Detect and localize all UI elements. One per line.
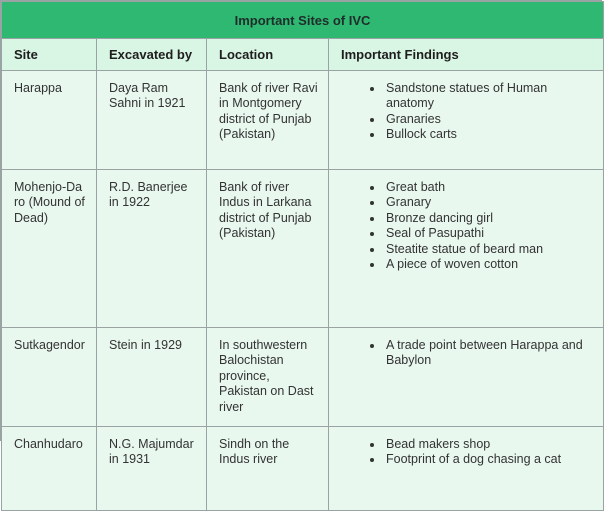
finding-item: • Bronze dancing girl	[384, 211, 593, 226]
cell-excavated-by: Stein in 1929	[97, 328, 207, 427]
cell-excavated-by: N.G. Majumdar in 1931	[97, 427, 207, 511]
findings-list	[341, 180, 593, 272]
table-row	[2, 170, 604, 328]
cell-site: Sutkagendor	[2, 328, 97, 427]
ivc-sites-table	[1, 1, 604, 511]
finding-item: • Seal of Pasupathi	[384, 226, 593, 241]
finding-item: • Sandstone statues of Human anatomy	[384, 81, 593, 112]
cell-findings	[329, 328, 604, 427]
table-title: Important Sites of IVC	[2, 2, 604, 39]
cell-excavated-by: Daya Ram Sahni in 1921	[97, 71, 207, 170]
finding-item: • Steatite statue of beard man	[384, 242, 593, 257]
finding-item: • Great bath	[384, 180, 593, 195]
finding-item: • Granaries	[384, 112, 593, 127]
cell-findings	[329, 427, 604, 511]
cell-site: Chanhudaro	[2, 427, 97, 511]
finding-item: • A trade point between Harappa and Babylon	[384, 338, 593, 369]
cell-location: Sindh on the Indus river	[207, 427, 329, 511]
table-header-row	[2, 39, 604, 71]
header-important-findings: Important Findings	[329, 39, 604, 71]
table-title-row	[2, 2, 604, 39]
table-row	[2, 71, 604, 170]
cell-site: Harappa	[2, 71, 97, 170]
finding-item: • Bullock carts	[384, 127, 593, 142]
header-excavated-by: Excavated by	[97, 39, 207, 71]
table-row	[2, 328, 604, 427]
header-location: Location	[207, 39, 329, 71]
findings-list	[341, 338, 593, 369]
cell-location: Bank of river Indus in Larkana district of Punjab (Pakistan)	[207, 170, 329, 328]
finding-item: • Granary	[384, 195, 593, 210]
cell-findings	[329, 170, 604, 328]
table-row	[2, 427, 604, 511]
findings-list	[341, 81, 593, 143]
finding-item: • A piece of woven cotton	[384, 257, 593, 272]
header-site: Site	[2, 39, 97, 71]
finding-item: • Footprint of a dog chasing a cat	[384, 452, 593, 467]
cell-excavated-by: R.D. Banerjee in 1922	[97, 170, 207, 328]
cell-location: In southwestern Balochistan province, Pakistan on Dast river	[207, 328, 329, 427]
cell-findings	[329, 71, 604, 170]
cell-site: Mohenjo-Daro (Mound of Dead)	[2, 170, 97, 328]
finding-item: • Bead makers shop	[384, 437, 593, 452]
cell-location: Bank of river Ravi in Montgomery district of Punjab (Pakistan)	[207, 71, 329, 170]
